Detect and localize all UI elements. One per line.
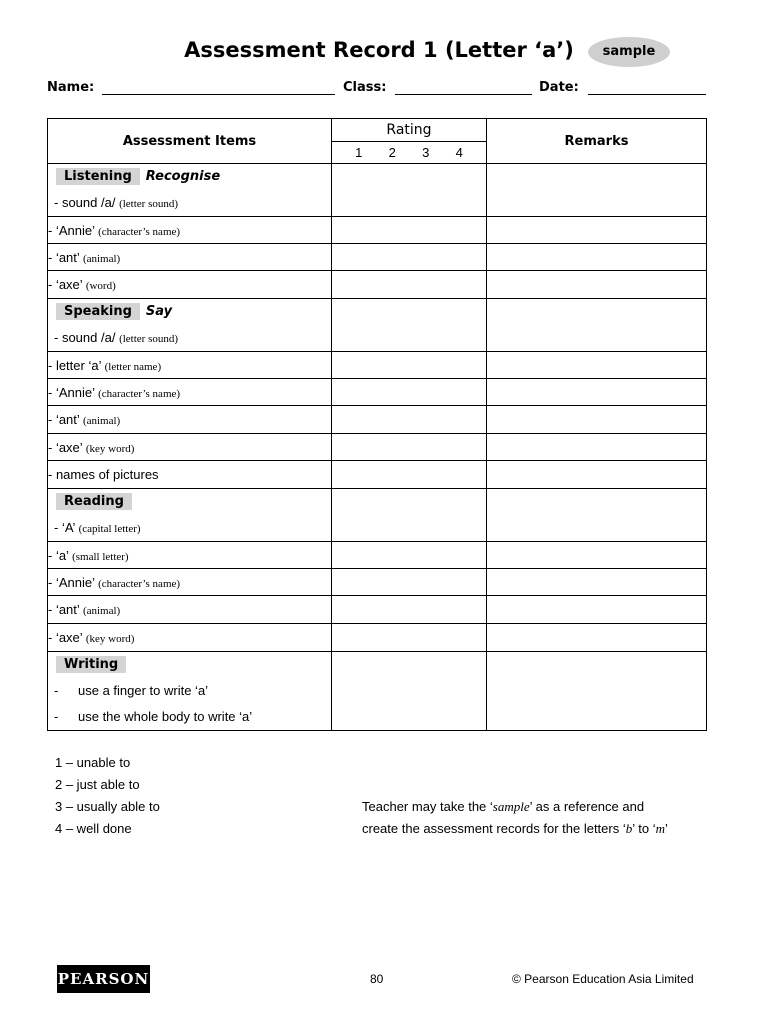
list-item: - ‘Annie’ (character’s name) — [48, 217, 332, 244]
rating-title: Rating — [332, 119, 486, 142]
list-item: - ‘axe’ (key word) — [48, 624, 332, 652]
rating-cell[interactable] — [332, 624, 487, 652]
copyright-notice: © Pearson Education Asia Limited — [512, 972, 694, 986]
remarks-cell[interactable] — [487, 217, 707, 244]
date-field[interactable] — [588, 94, 706, 95]
section-listening — [48, 164, 332, 217]
list-item: - ‘Annie’ (character’s name) — [48, 569, 332, 596]
remarks-cell[interactable] — [487, 624, 707, 652]
section-tag-speaking: Speaking — [56, 303, 140, 320]
section-tag-reading: Reading — [56, 493, 132, 510]
header-remarks: Remarks — [487, 119, 707, 164]
rating-scale-2: 2 — [388, 145, 396, 160]
section-tag-writing: Writing — [56, 656, 126, 673]
rating-scale — [332, 142, 486, 163]
remarks-cell[interactable] — [487, 461, 707, 489]
rating-cell[interactable] — [332, 299, 487, 352]
list-item: - sound /a/ (letter sound) — [54, 330, 179, 345]
remarks-cell[interactable] — [487, 244, 707, 271]
remarks-cell[interactable] — [487, 434, 707, 461]
rating-cell[interactable] — [332, 164, 487, 217]
rating-cell[interactable] — [332, 542, 487, 569]
section-tag-listening: Listening — [56, 168, 140, 185]
rating-cell[interactable] — [332, 352, 487, 379]
name-label: Name: — [47, 80, 95, 95]
rating-scale-4: 4 — [455, 145, 463, 160]
header-rating — [332, 119, 487, 164]
rating-cell[interactable] — [332, 652, 487, 731]
list-item: - ‘Annie’ (character’s name) — [48, 379, 332, 406]
list-item: - names of pictures — [48, 461, 332, 489]
pearson-logo: PEARSON — [57, 965, 150, 993]
list-item: - letter ‘a’ (letter name) — [48, 352, 332, 379]
list-item: - ‘A’ (capital letter) — [54, 520, 141, 535]
page-number: 80 — [370, 972, 384, 986]
section-reading — [48, 489, 332, 542]
remarks-cell[interactable] — [487, 569, 707, 596]
remarks-cell[interactable] — [487, 299, 707, 352]
rating-cell[interactable] — [332, 406, 487, 434]
header-assessment-items: Assessment Items — [48, 119, 332, 164]
rating-scale-1: 1 — [355, 145, 363, 160]
rating-cell[interactable] — [332, 434, 487, 461]
legend-item: 4 – well done — [55, 821, 132, 836]
remarks-cell[interactable] — [487, 271, 707, 299]
list-item: - use a finger to write ‘a’ — [54, 683, 209, 698]
rating-cell[interactable] — [332, 489, 487, 542]
remarks-cell[interactable] — [487, 352, 707, 379]
rating-cell[interactable] — [332, 596, 487, 624]
list-item: - ‘axe’ (key word) — [48, 434, 332, 461]
sample-badge: sample — [588, 37, 670, 67]
section-speaking — [48, 299, 332, 352]
teacher-note-line-2: create the assessment records for the letters ‘b’ to ‘m’ — [362, 821, 668, 836]
rating-cell[interactable] — [332, 461, 487, 489]
remarks-cell[interactable] — [487, 652, 707, 731]
rating-cell[interactable] — [332, 379, 487, 406]
section-subtitle-listening: Recognise — [145, 169, 221, 184]
legend-item: 3 – usually able to — [55, 799, 160, 814]
remarks-cell[interactable] — [487, 489, 707, 542]
teacher-note-line-1: Teacher may take the ‘sample’ as a reference and — [362, 799, 645, 814]
legend-item: 1 – unable to — [55, 755, 131, 770]
list-item: - ‘ant’ (animal) — [48, 244, 332, 271]
list-item: - ‘a’ (small letter) — [48, 542, 332, 569]
list-item: - ‘ant’ (animal) — [48, 596, 332, 624]
list-item: - ‘ant’ (animal) — [48, 406, 332, 434]
remarks-cell[interactable] — [487, 596, 707, 624]
page-title: Assessment Record 1 (Letter ‘a’) — [184, 38, 574, 62]
remarks-cell[interactable] — [487, 542, 707, 569]
list-item: - ‘axe’ (word) — [48, 271, 332, 299]
rating-cell[interactable] — [332, 244, 487, 271]
section-subtitle-speaking: Say — [145, 304, 173, 319]
class-field[interactable] — [395, 94, 532, 95]
remarks-cell[interactable] — [487, 406, 707, 434]
section-writing — [48, 652, 332, 731]
list-item: - sound /a/ (letter sound) — [54, 195, 179, 210]
remarks-cell[interactable] — [487, 379, 707, 406]
list-item: - use the whole body to write ‘a’ — [54, 709, 253, 724]
remarks-cell[interactable] — [487, 164, 707, 217]
name-field[interactable] — [102, 94, 335, 95]
date-label: Date: — [539, 80, 579, 95]
rating-cell[interactable] — [332, 217, 487, 244]
assessment-table — [47, 118, 707, 731]
rating-cell[interactable] — [332, 569, 487, 596]
rating-scale-3: 3 — [422, 145, 430, 160]
legend-item: 2 – just able to — [55, 777, 140, 792]
class-label: Class: — [343, 80, 387, 95]
rating-cell[interactable] — [332, 271, 487, 299]
